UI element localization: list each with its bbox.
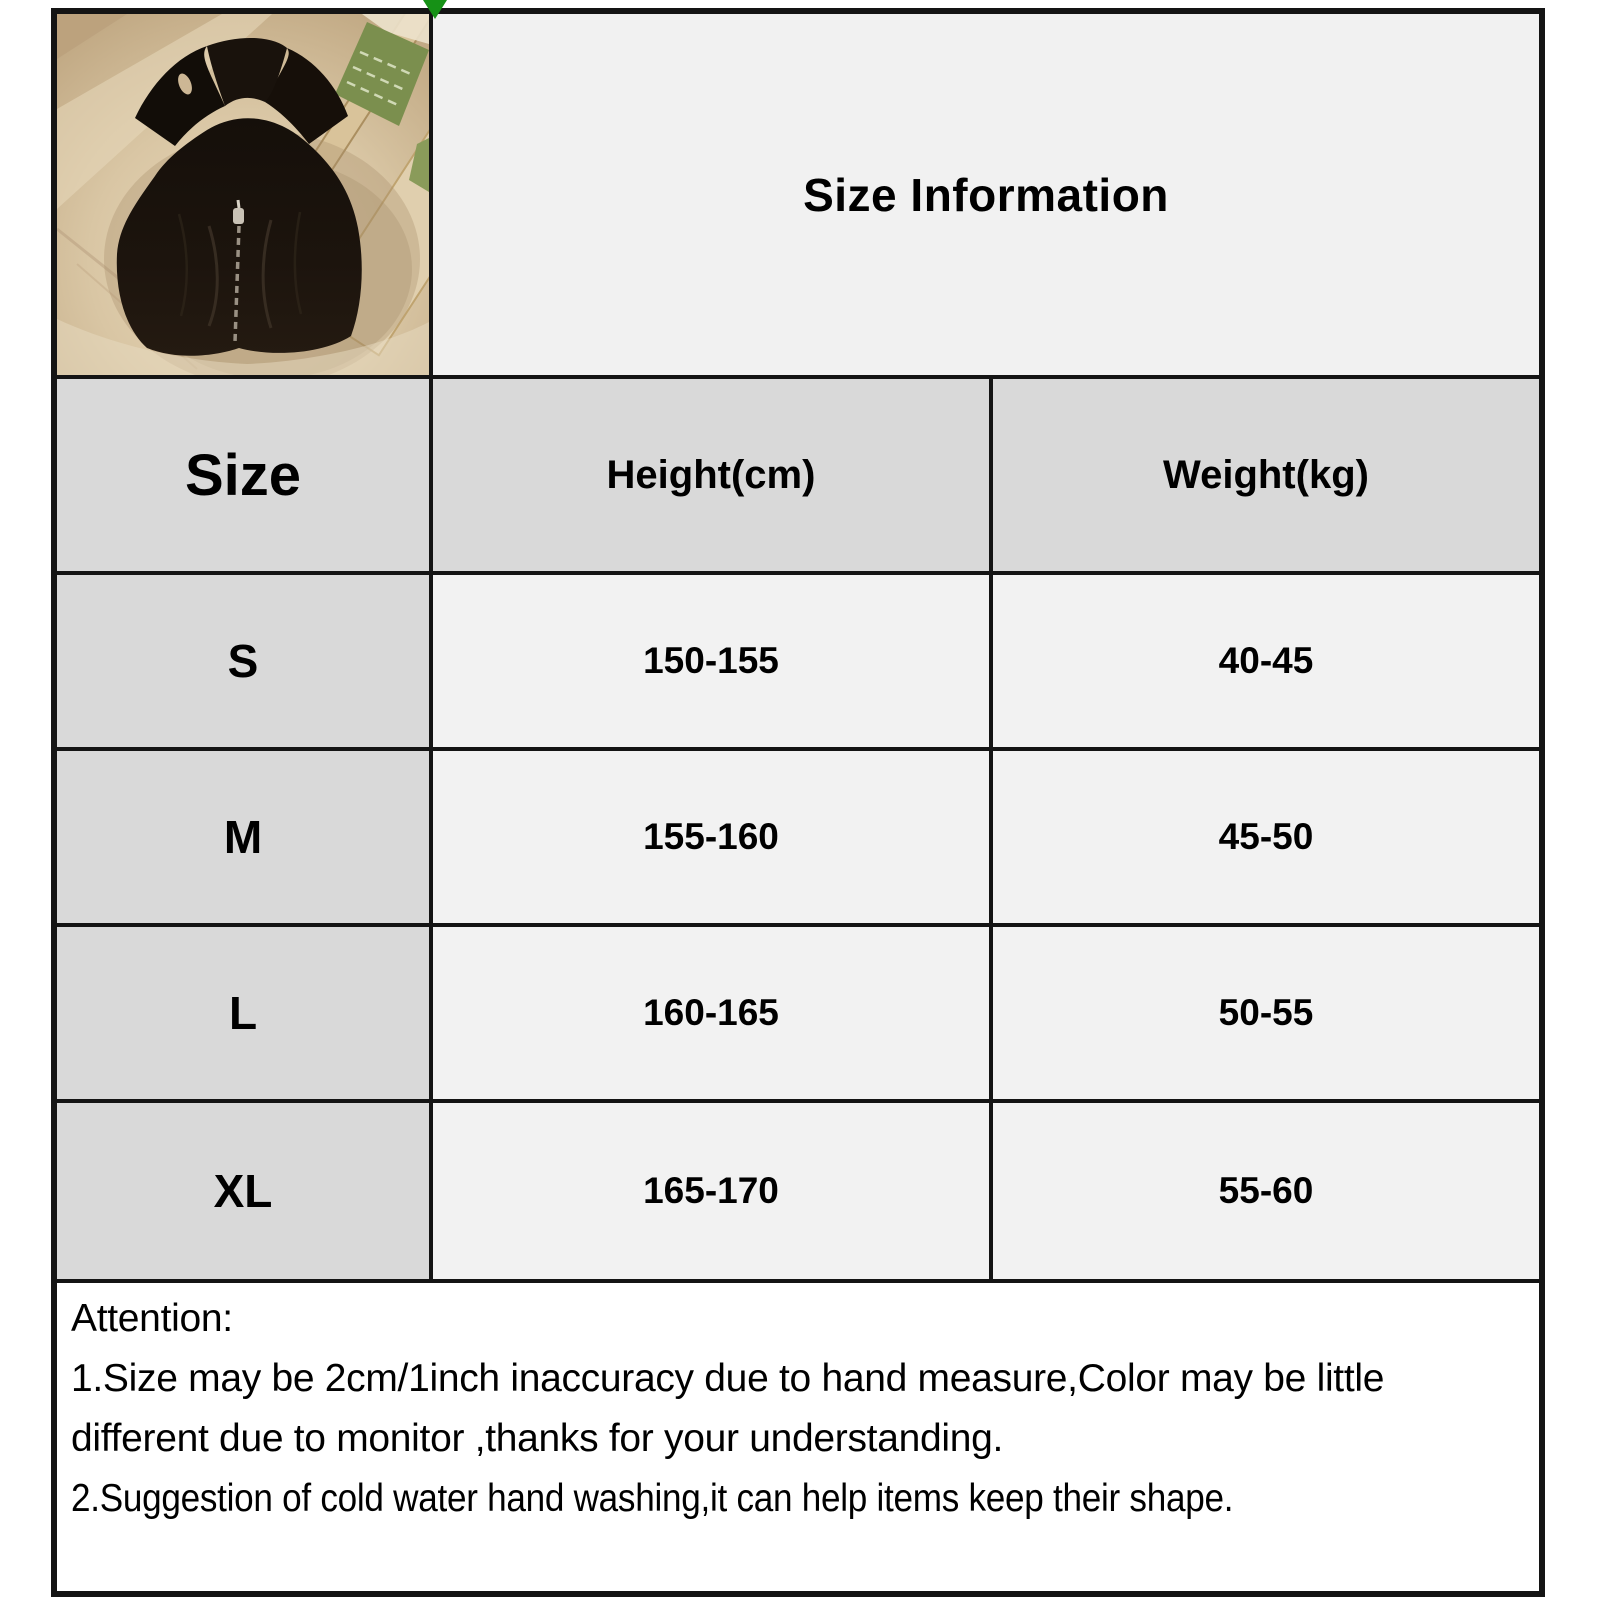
row-s-height-value: 150-155 bbox=[433, 575, 989, 747]
row-xl-weight-value: 55-60 bbox=[993, 1103, 1539, 1279]
row-xl-size-label: XL bbox=[57, 1103, 429, 1279]
row-m-size-label: M bbox=[57, 751, 429, 923]
attention-section bbox=[57, 1283, 1539, 1591]
corner-marker-icon bbox=[423, 0, 447, 19]
product-photo bbox=[57, 14, 429, 375]
column-header-height: Height(cm) bbox=[433, 379, 989, 571]
row-m-weight-value: 45-50 bbox=[993, 751, 1539, 923]
column-header-weight: Weight(kg) bbox=[993, 379, 1539, 571]
page-title: Size Information bbox=[803, 168, 1169, 221]
row-s-size-label: S bbox=[57, 575, 429, 747]
size-information-table bbox=[51, 8, 1545, 1597]
row-l-size-label: L bbox=[57, 927, 429, 1099]
column-header-size: Size bbox=[57, 379, 429, 571]
row-xl-height-value: 165-170 bbox=[433, 1103, 989, 1279]
title-cell bbox=[433, 14, 1539, 375]
attention-heading: Attention: bbox=[71, 1297, 233, 1340]
product-photo-illustration bbox=[57, 14, 429, 375]
attention-note1-line1: 1.Size may be 2cm/1inch inaccuracy due to hand measure,Color may be little bbox=[71, 1357, 1385, 1401]
attention-note2: 2.Suggestion of cold water hand washing,it can help items keep their shape. bbox=[71, 1477, 1234, 1521]
row-l-height-value: 160-165 bbox=[433, 927, 989, 1099]
row-s-weight-value: 40-45 bbox=[993, 575, 1539, 747]
row-m-height-value: 155-160 bbox=[433, 751, 989, 923]
attention-note1-line2: different due to monitor ,thanks for your understanding. bbox=[71, 1417, 1004, 1461]
row-l-weight-value: 50-55 bbox=[993, 927, 1539, 1099]
